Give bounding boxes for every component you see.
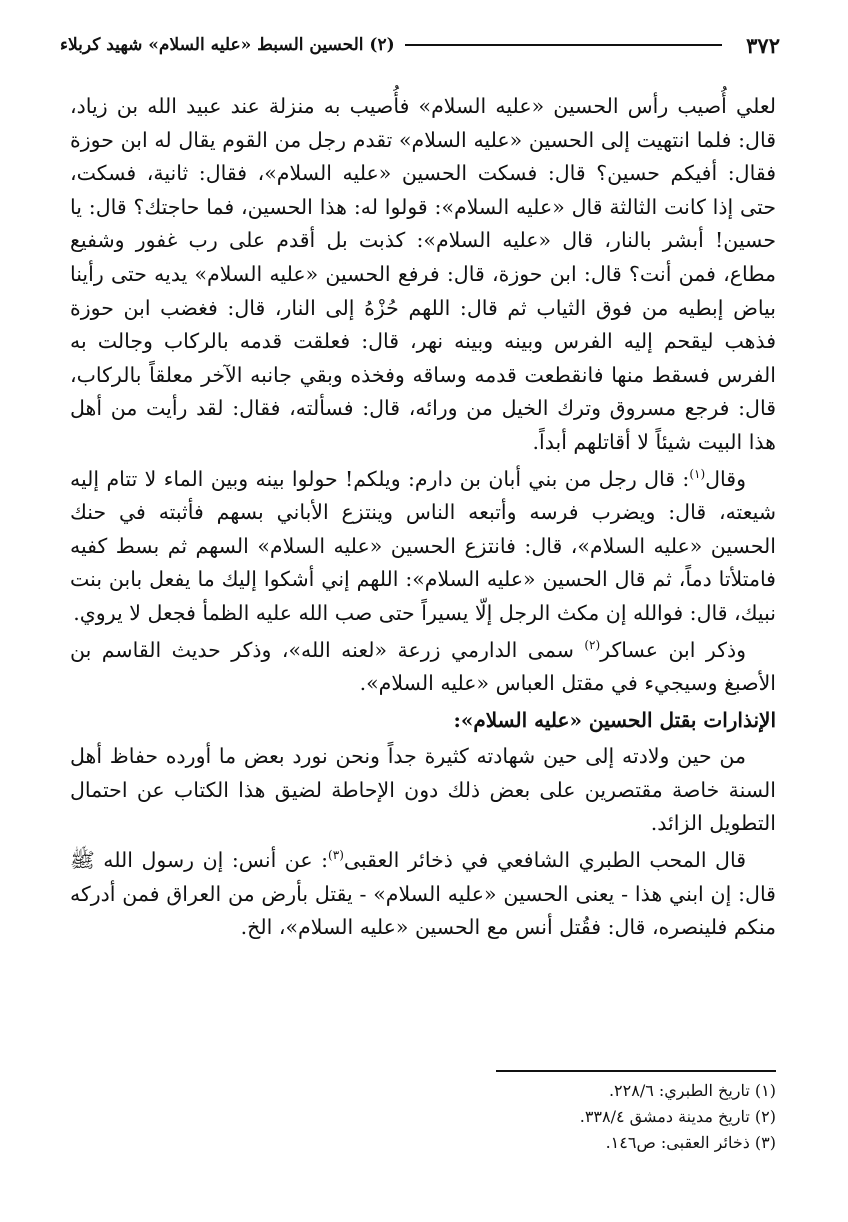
paragraph [70, 463, 776, 631]
footnote-item: (٣) ذخائر العقبى: ص١٤٦. [605, 1133, 776, 1152]
footnote-separator [496, 1070, 776, 1072]
footnote-ref[interactable]: (١) [689, 466, 706, 481]
paragraph [70, 90, 776, 460]
paragraph-text: : عن أنس: إن رسول الله ﷺ قال: إن ابني هذا - يعنى الحسين «عليه السلام» - يقتل بأرض من العراق فمن أدركه منكم فلينصره، قال: فقُتل أنس مع الحسين «عليه السلام»، الخ. [70, 848, 776, 940]
header-rule [405, 44, 722, 46]
paragraph-text: سمى الدارمي زرعة «لعنه الله»، وذكر حديث القاسم بن الأصبغ وسيجيء في مقتل العباس «عليه السلام». [70, 637, 776, 696]
footnote-item: (١) تاريخ الطبري: ٢٢٨/٦. [608, 1081, 776, 1100]
footnote-ref[interactable]: (٢) [584, 637, 601, 652]
paragraph-text: لعلي أُصيب رأس الحسين «عليه السلام» فأُصيب به منزلة عند عبيد الله بن زياد، قال: فلما انتهيت إلى الحسين «عليه السلام» تقدم رجل من القوم يقال له ابن حوزة فقال: أفيكم حسين؟ قال: فسكت الحسين «عليه السلام»، فقال: ثانية، فسكت، حتى إذا كانت الثالثة قال «عليه السلام»: قولوا له: هذا الحسين، فما حاجتك؟ قال: يا حسين! أبشر بالنار، قال «عليه السلام»: كذبت بل أقدم على رب غفور وشفيع مطاع، فمن أنت؟ قال: ابن حوزة، قال: فرفع الحسين «عليه السلام» يديه حتى رأينا بياض إبطيه من فوق الثياب ثم قال: اللهم حُزْهُ إلى النار، قال: فغضب ابن حوزة فذهب ليقحم إليه الفرس وبينه وبينه نهر، قال: فعلقت قدمه بالركاب وجالت به الفرس فسقط منها فانقطعت قدمه وساقه وفخذه وبقي جانبه الآخر معلقاً بالركاب، قال: فرجع مسروق وترك الخيل من ورائه، قال: فسألته، فقال: لقد رأيت من أهل هذا البيت شيئاً لا أقاتلهم أبداً. [70, 94, 776, 454]
footnote-item: (٢) تاريخ مدينة دمشق ٣٣٨/٤. [579, 1107, 776, 1126]
paragraph-lead: وذكر ابن عساكر [600, 637, 746, 662]
page-number: ٣٧٢ [746, 32, 780, 58]
paragraph-lead: وقال [705, 466, 746, 491]
paragraph [70, 740, 776, 841]
running-title: (٢) الحسين السبط «عليه السلام» شهيد كربلاء [60, 35, 395, 55]
paragraph [70, 634, 776, 701]
section-heading: الإنذارات بقتل الحسين «عليه السلام»: [453, 707, 776, 732]
running-header [60, 30, 780, 60]
footnote-ref[interactable]: (٣) [328, 848, 344, 863]
paragraph-text: : قال رجل من بني أبان بن دارم: ويلكم! حولوا بينه وبين الماء لا تتام إليه شيعته، قال: ويضرب فرسه وأتبعه الناس وينتزع الأباني بسهم فأثبته في حنك الحسين «عليه السلام»، قال: فانتزع الحسين «عليه السلام» السهم ثم بسط كفيه فامتلأتا دماً، ثم قال الحسين «عليه السلام»: اللهم إني أشكوا إليك ما يفعل بابن بنت نبيك، قال: فوالله إن مكث الرجل إلّا يسيراً حتى صب الله عليه الظمأ فجعل لا يروي. [70, 466, 776, 625]
paragraph [70, 844, 776, 945]
main-text [70, 90, 776, 945]
footnotes [276, 1078, 776, 1156]
paragraph-text: من حين ولادته إلى حين شهادته كثيرة جداً ونحن نورد بعض ما أورده حفاظ أهل السنة خاصة مقتصرين على بعض ذلك دون الإحاطة لضيق هذا الكتاب عن احتمال التطويل الزائد. [70, 744, 776, 836]
paragraph-lead: قال المحب الطبري الشافعي في ذخائر العقبى [343, 848, 746, 873]
